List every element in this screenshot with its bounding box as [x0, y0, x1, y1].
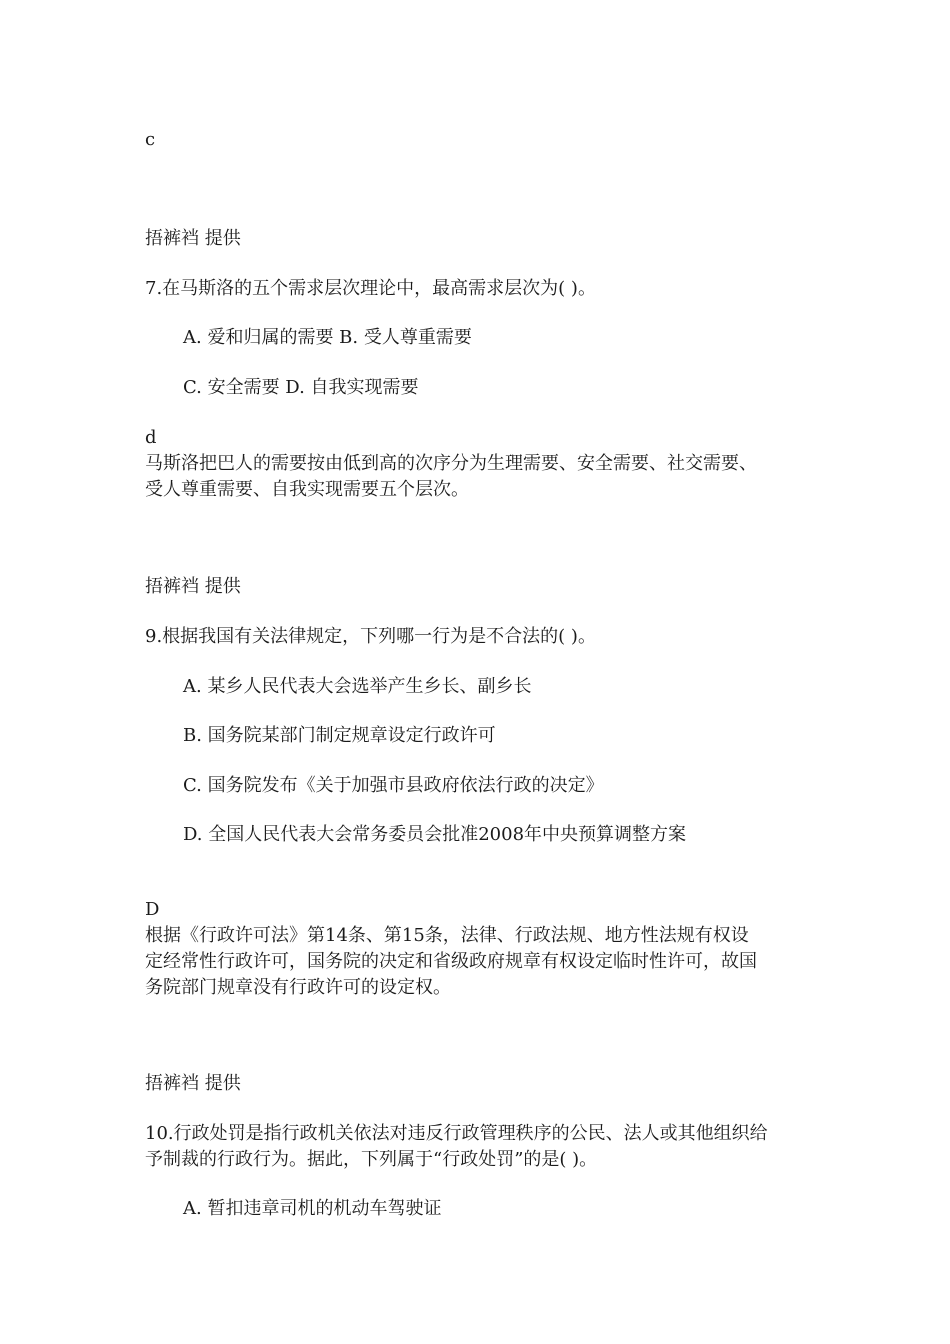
answer-c: c	[145, 129, 156, 150]
question-7-options-cd: C. 安全需要 D. 自我实现需要	[183, 377, 419, 398]
question-10-stem-line-2: 予制裁的行政行为。据此，下列属于“行政处罚”的是( )。	[145, 1149, 598, 1170]
question-7-explanation-line-2: 受人尊重需要、自我实现需要五个层次。	[145, 479, 469, 500]
question-9-explanation-line-3: 务院部门规章没有行政许可的设定权。	[145, 977, 451, 998]
provider-note: 捂裤裆 提供	[145, 1073, 241, 1094]
question-10-stem-line-1: 10.行政处罚是指行政机关依法对违反行政管理秩序的公民、法人或其他组织给	[145, 1123, 768, 1144]
question-9-option-d: D. 全国人民代表大会常务委员会批准2008年中央预算调整方案	[183, 824, 687, 845]
question-7-explanation-line-1: 马斯洛把巴人的需要按由低到高的次序分为生理需要、安全需要、社交需要、	[145, 453, 757, 474]
question-9-explanation-line-2: 定经常性行政许可，国务院的决定和省级政府规章有权设定临时性许可，故国	[145, 951, 757, 972]
question-7-answer: d	[145, 427, 157, 448]
question-9-option-b: B. 国务院某部门制定规章设定行政许可	[183, 725, 496, 746]
question-7-options-ab: A. 爱和归属的需要 B. 受人尊重需要	[183, 327, 472, 348]
provider-note: 捂裤裆 提供	[145, 228, 241, 249]
question-9-answer: D	[145, 899, 160, 920]
provider-note: 捂裤裆 提供	[145, 576, 241, 597]
question-9-stem: 9.根据我国有关法律规定，下列哪一行为是不合法的( )。	[145, 626, 596, 647]
question-7-stem: 7.在马斯洛的五个需求层次理论中，最高需求层次为( )。	[145, 278, 596, 299]
question-9-option-a: A. 某乡人民代表大会选举产生乡长、副乡长	[183, 676, 532, 697]
question-9-explanation-line-1: 根据《行政许可法》第14条、第15条，法律、行政法规、地方性法规有权设	[145, 925, 749, 946]
question-9-option-c: C. 国务院发布《关于加强市县政府依法行政的决定》	[183, 775, 604, 796]
question-10-option-a: A. 暂扣违章司机的机动车驾驶证	[183, 1198, 442, 1219]
